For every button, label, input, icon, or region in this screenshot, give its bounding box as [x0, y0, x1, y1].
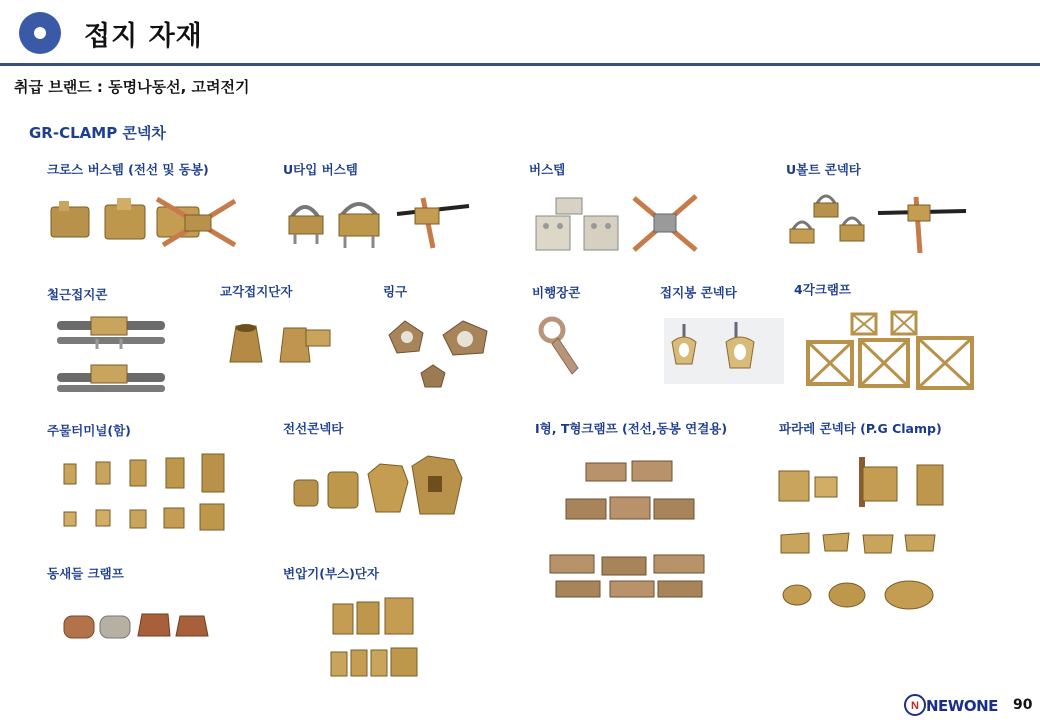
product-label: 비행장콘 — [532, 285, 581, 300]
product-label: 4각크램프 — [794, 282, 851, 297]
header-divider — [0, 63, 1040, 66]
product-label: 전선콘넥타 — [283, 421, 344, 436]
transformer-bus-terminal-image — [325, 596, 425, 681]
pg-clamp-image — [775, 455, 955, 625]
product-label: 동새들 크램프 — [47, 566, 124, 581]
i-t-type-clamp-image — [546, 455, 711, 610]
airport-connector-image — [538, 316, 588, 378]
product-label: 링구 — [383, 284, 408, 299]
product-label: U볼트 콘넥타 — [786, 162, 861, 177]
cross-bus-tap-image — [45, 195, 240, 250]
product-label: 철근접지콘 — [47, 287, 108, 302]
ring-lug-image — [383, 315, 498, 395]
product-label: I형, T형크램프 (전선,동봉 연결용) — [535, 421, 728, 436]
product-label: 크로스 버스템 (전선 및 동봉) — [47, 162, 209, 177]
footer-brand: NEWONE — [926, 697, 998, 715]
product-label: U타입 버스템 — [283, 162, 358, 177]
title-bullet-icon — [19, 12, 61, 54]
page-header — [0, 0, 1040, 66]
brands-line: 취급 브랜드 : 동명나동선, 고려전기 — [14, 78, 250, 96]
rebar-grounding-connector-image — [55, 315, 170, 395]
cast-terminal-image — [58, 452, 233, 537]
wire-connector-image — [288, 452, 468, 522]
u-bolt-connector-image — [786, 187, 971, 257]
product-label: 교각접지단자 — [220, 284, 293, 299]
product-label: 접지봉 콘넥타 — [660, 285, 737, 300]
svg-text:N: N — [911, 700, 919, 712]
ground-rod-connector-image — [664, 318, 784, 384]
product-label: 파라레 콘넥타 (P.G Clamp) — [779, 421, 942, 436]
newone-logo-icon — [904, 694, 926, 720]
bus-tap-image — [530, 190, 700, 258]
page-title: 접지 자재 — [84, 21, 203, 52]
page-number: 90 — [1013, 697, 1033, 713]
product-label: 버스텝 — [529, 162, 566, 177]
product-label: 변압기(부스)단자 — [283, 566, 379, 581]
section-title: GR-CLAMP 콘넥차 — [29, 124, 166, 142]
copper-saddle-clamp-image — [62, 608, 212, 643]
square-clamp-image — [804, 308, 979, 393]
pier-grounding-terminal-image — [222, 318, 332, 368]
product-label: 주물터미널(함) — [47, 423, 131, 438]
u-type-bus-tap-image — [283, 192, 473, 252]
